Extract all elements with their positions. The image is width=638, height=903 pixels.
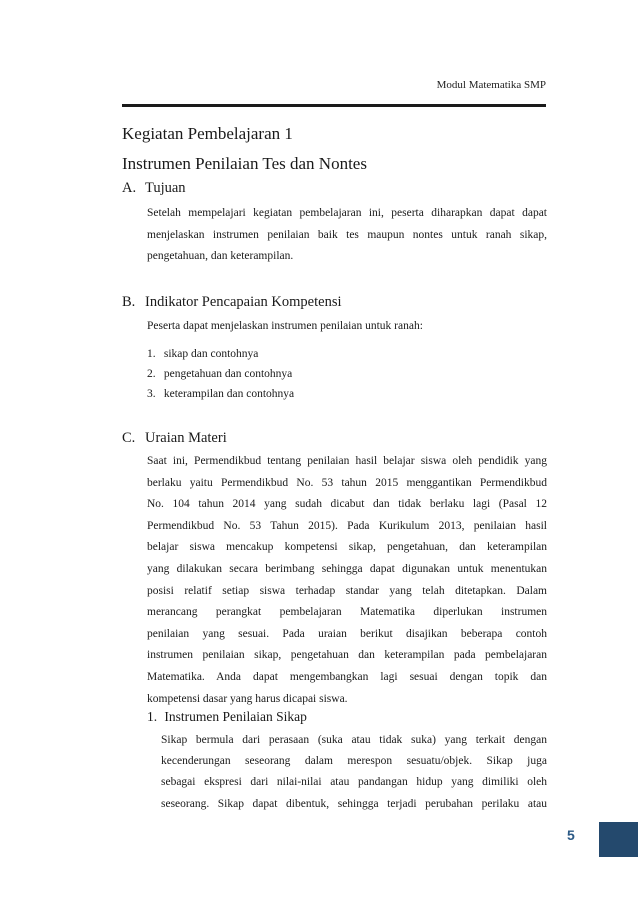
list-number: 3. [147,388,156,400]
competency-list [147,344,294,404]
footer-accent-block [599,822,638,857]
list-text: keterampilan dan contohnya [163,388,295,400]
paragraph-line: menjelaskan instrumen penilaian baik tes maupun nontes untuk ranah sikap, [147,228,547,241]
subsection-number: 1. [147,709,158,724]
subsection-title: Instrumen Penilaian Sikap [164,709,307,724]
activity-subtitle: Instrumen Penilaian Tes dan Nontes [122,154,367,173]
section-letter: A. [122,180,137,196]
paragraph-line: Peserta dapat menjelaskan instrumen penilaian untuk ranah: [147,320,423,332]
paragraph-line: posisi relatif setiap siswa terhadap standar yang telah ditetapkan. Dalam [147,584,547,597]
paragraph-line: Saat ini, Permendikbud tentang penilaian hasil belajar siswa oleh pendidik yang [147,455,547,467]
paragraph-line: penilaian yang sesuai. Pada uraian berikut disajikan beberapa contoh [147,627,547,640]
paragraph-line: belajar siswa mencakup kompetensi sikap, pengetahuan, dan keterampilan [147,541,547,554]
section-title: Indikator Pencapaian Kompetensi [145,294,342,310]
paragraph-line: No. 104 tahun 2014 yang sudah dicabut dan tidak berlaku lagi (Pasal 12 [147,498,547,511]
paragraph-line: kecenderungan seseorang dalam merespon sesuatu/objek. Sikap juga [161,755,547,768]
section-letter: C. [122,430,136,446]
paragraph-line: Permendikbud No. 53 Tahun 2015). Pada Kurikulum 2013, penilaian hasil [147,519,547,532]
section-a-paragraph [147,203,547,268]
paragraph-line: sebagai ekspresi dari nilai-nilai atau pandangan hidup yang dimiliki oleh [161,776,547,789]
section-b-intro [147,316,547,338]
section-a-heading [122,180,186,197]
paragraph-line: merancang perangkat pembelajaran Matematika diperlukan instrumen [147,606,547,619]
paragraph-line: Matematika. Anda dapat mengembangkan lagi sesuai dengan topik dan [147,670,547,683]
running-header: Modul Matematika SMP [436,79,546,91]
paragraph-line: yang dilakukan secara berimbang sehingga dapat digunakan untuk menentukan [147,562,547,575]
list-item [147,364,294,384]
paragraph-line: kompetensi dasar yang harus dicapai siswa. [147,692,348,705]
list-item [147,384,294,404]
list-text: pengetahuan dan contohnya [163,368,293,380]
paragraph-line: pengetahuan, dan keterampilan. [147,250,294,263]
section-title: Tujuan [145,180,186,196]
list-number: 1. [147,348,156,360]
subsection-heading [147,709,307,725]
paragraph-line: Setelah mempelajari kegiatan pembelajaran ini, peserta diharapkan dapat dapat [147,207,547,219]
paragraph-line: seseorang. Sikap dapat dibentuk, sehingga terjadi perubahan perilaku atau [161,797,547,810]
section-c-paragraph [147,451,547,710]
list-number: 2. [147,368,156,380]
paragraph-line: berlaku yaitu Permendikbud No. 53 tahun 2015 menggantikan Permendikbud [147,476,547,489]
section-c-heading [122,430,227,447]
paragraph-line: instrumen penilaian sikap, pengetahuan dan keterampilan pada pembelajaran [147,649,547,662]
subsection-paragraph [161,730,547,815]
section-letter: B. [122,294,136,310]
section-b-heading [122,294,342,311]
activity-title: Kegiatan Pembelajaran 1 [122,124,293,143]
page-number: 5 [567,827,575,843]
section-title: Uraian Materi [145,430,227,446]
paragraph-line: Sikap bermula dari perasaan (suka atau tidak suka) yang terkait dengan [161,734,547,746]
list-text: sikap dan contohnya [163,348,259,360]
list-item [147,344,294,364]
header-divider [122,104,546,107]
